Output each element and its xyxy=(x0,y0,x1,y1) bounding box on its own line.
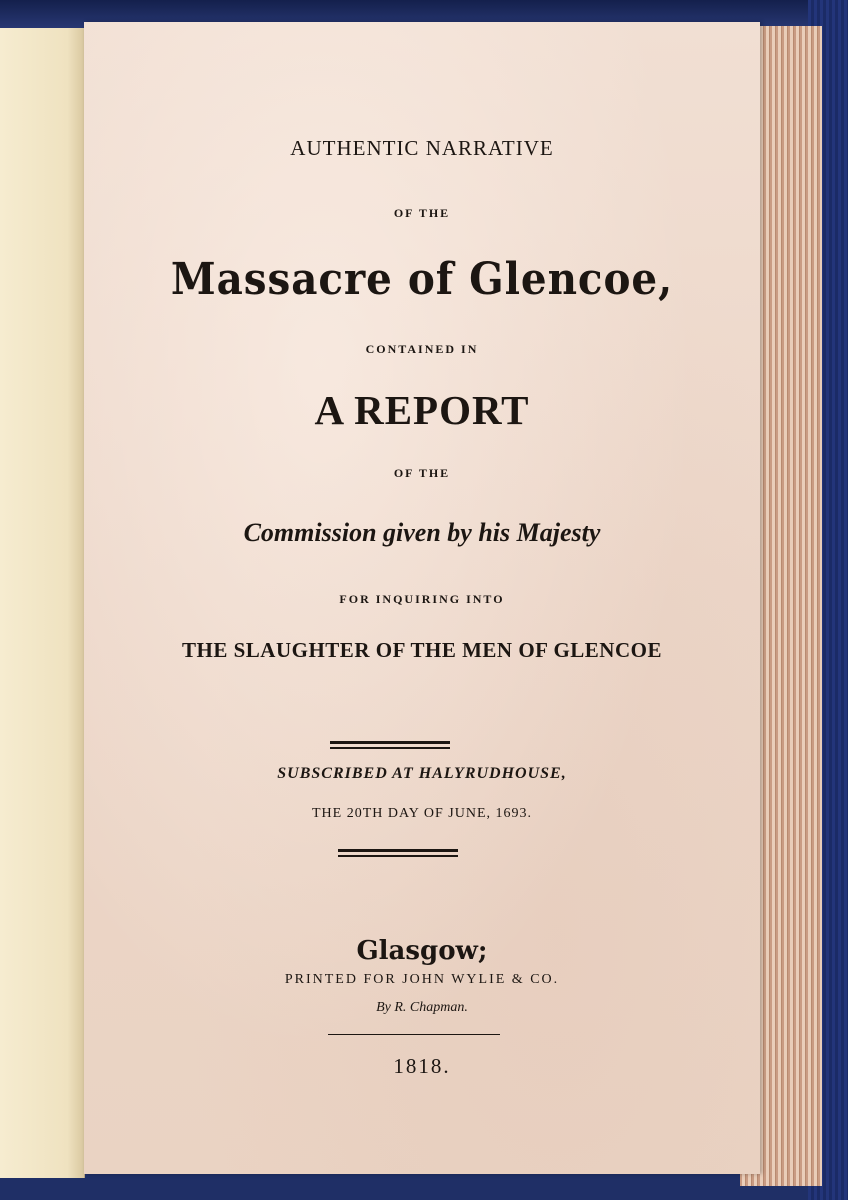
commission-line: Commission given by his Majesty xyxy=(243,518,601,547)
printer-line: PRINTED FOR JOHN WYLIE & CO. xyxy=(284,972,560,987)
slaughter-line: THE SLAUGHTER OF THE MEN OF GLENCOE xyxy=(182,638,662,662)
year-line: 1818. xyxy=(393,1054,451,1078)
double-rule-top xyxy=(330,741,450,749)
authentic-narrative-heading: AUTHENTIC NARRATIVE xyxy=(290,136,554,160)
double-rule-bottom xyxy=(338,849,458,857)
of-the-1: OF THE xyxy=(393,206,451,220)
left-blank-page xyxy=(0,28,85,1178)
title-page xyxy=(84,22,760,1174)
for-inquiring-into: FOR INQUIRING INTO xyxy=(339,592,505,606)
printer-by-line: By R. Chapman. xyxy=(376,1000,468,1015)
date-line: THE 20TH DAY OF JUNE, 1693. xyxy=(311,806,533,821)
place-glasgow: Glasgow; xyxy=(356,936,488,966)
subscribed-line: SUBSCRIBED AT HALYRUDHOUSE, xyxy=(277,765,567,782)
contained-in: CONTAINED IN xyxy=(365,342,479,356)
massacre-title: Massacre of Glencoe, xyxy=(170,254,674,305)
a-report-heading: A REPORT xyxy=(314,387,530,433)
of-the-2: OF THE xyxy=(393,466,451,480)
thin-rule xyxy=(328,1034,500,1035)
